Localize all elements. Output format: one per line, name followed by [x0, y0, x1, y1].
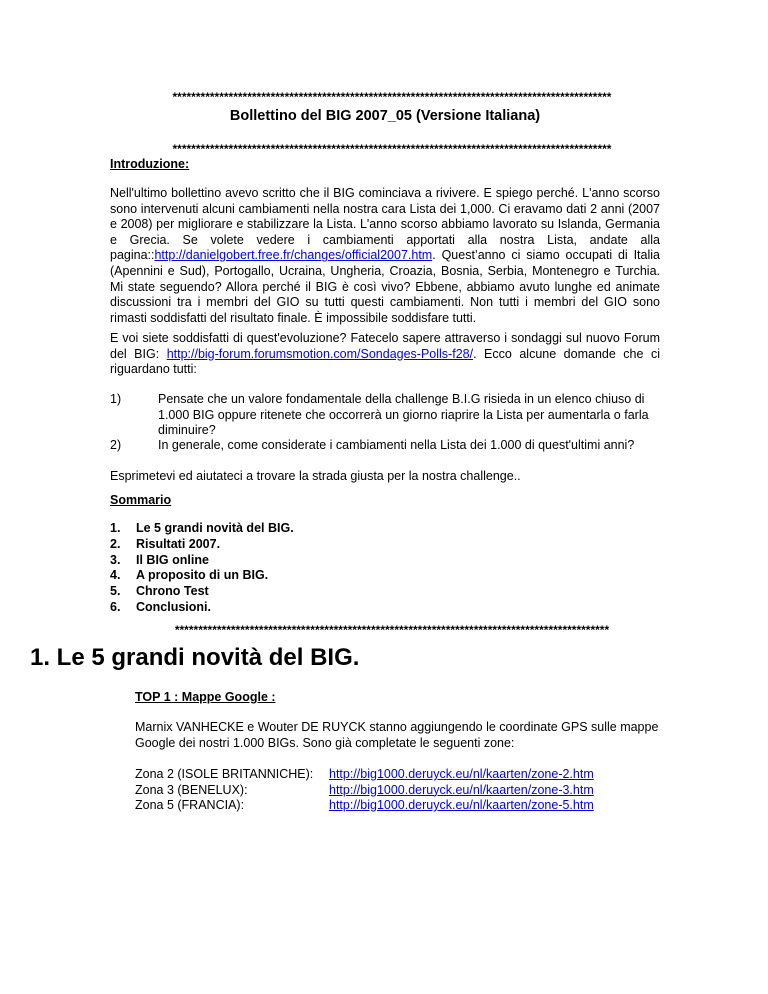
top1-heading: TOP 1 : Mappe Google : [135, 690, 276, 704]
summary-item [110, 521, 294, 537]
section-1-title: 1. Le 5 grandi novità del BIG. [30, 644, 360, 671]
zone-link[interactable]: http://big1000.deruyck.eu/nl/kaarten/zone-3.htm [329, 782, 594, 797]
intro-p1-text-before: Nell'ultimo bollettino avevo scritto che il BIG cominciava a rivivere. E spiego perché. L'anno scorso sono intervenuti alcuni cambiamenti nella nostra cara Lista dei 1,000. Ci eravamo dati 2 anni (2007 e 2008) per migliorare e stabilizzare la Lista. L'anno scorso abbiamo lavorato su Islanda, Germania e Grecia. Se volete vedere i cambiamenti apportati alla nostra Lista, andate alla pagina:: [110, 186, 660, 263]
top1-paragraph: Marnix VANHECKE e Wouter DE RUYCK stanno aggiungendo le coordinate GPS sulle mappe Google dei nostri 1.000 BIGs. Sono già completate le seguenti zone: [135, 720, 659, 750]
zones-list [135, 767, 594, 814]
question-text: In generale, come considerate i cambiamenti nella Lista dei 1.000 di quest'ultimi anni? [158, 438, 635, 452]
intro-closing: Esprimetevi ed aiutateci a trovare la strada giusta per la nostra challenge.. [110, 469, 521, 483]
summary-item [110, 600, 294, 616]
zone-row [135, 767, 594, 783]
summary-item-label: Il BIG online [136, 552, 209, 567]
zone-row [135, 783, 594, 799]
summary-item-number: 2. [110, 536, 121, 551]
intro-p1-text-after: . Quest’anno ci siamo occupati di Italia (Apennini e Sud), Portogallo, Ucraina, Ungheria, Croazia, Bosnia, Serbia, Montenegro e Turchia. Mi state seguendo? Allora perché il BIG è così vivo? Ebbene, abbiamo avuto lunghe ed animate discussioni tra i membri del GIO su tutti questi cambiamenti. Non tutti i membri del GIO sono rimasti soddisfatti del risultato finale. È impossibile soddisfare tutti. [110, 248, 660, 325]
summary-item-number: 1. [110, 521, 121, 535]
zone-label: Zona 5 (FRANCIA): [135, 798, 245, 813]
summary-item-number: 4. [110, 568, 121, 583]
summary-item [110, 568, 294, 584]
star-divider-top: ********************************************************************************************** [172, 90, 612, 104]
summary-item-label: Le 5 grandi novità del BIG. [136, 521, 294, 535]
zone-label: Zona 2 (ISOLE BRITANNICHE): [135, 767, 314, 781]
star-divider-bottom: ********************************************************************************************** [172, 142, 612, 156]
zone-link[interactable]: http://big1000.deruyck.eu/nl/kaarten/zone-2.htm [329, 767, 594, 781]
intro-heading: Introduzione: [110, 157, 190, 171]
summary-item-number: 6. [110, 599, 121, 614]
summary-item-label: Conclusioni. [136, 599, 211, 614]
question-text: Pensate che un valore fondamentale della challenge B.I.G risieda in un elenco chiuso di 1.000 BIG oppure ritenete che occorrerà un giorno riaprire la Lista per aumentarla o farla diminuire? [158, 392, 649, 438]
intro-p2-text-before: E voi siete soddisfatti di quest'evoluzione? Fatecelo sapere attraverso i sondaggi sul nuovo Forum del BIG: [110, 331, 660, 361]
summary-list [110, 521, 294, 616]
forum-link[interactable]: http://big-forum.forumsmotion.com/Sondages-Polls-f28/ [166, 346, 474, 361]
summary-item [110, 537, 294, 553]
summary-item-label: Risultati 2007. [136, 536, 221, 551]
bulletin-title: Bollettino del BIG 2007_05 (Versione Italiana) [229, 108, 541, 124]
zone-link[interactable]: http://big1000.deruyck.eu/nl/kaarten/zone-5.htm [329, 798, 594, 813]
summary-item-label: Chrono Test [136, 584, 209, 599]
summary-item [110, 553, 294, 569]
question-number: 2) [110, 438, 122, 452]
intro-paragraph-1 [110, 186, 660, 326]
intro-paragraph-2 [110, 331, 660, 378]
intro-p2-text-after: . Ecco alcune domande che ci riguardano tutti: [110, 346, 660, 377]
star-divider-summary: ********************************************************************************************* [174, 623, 610, 637]
summary-heading: Sommario [110, 493, 172, 507]
zone-row [135, 798, 594, 814]
changes-link[interactable]: http://danielgobert.free.fr/changes/official2007.htm [154, 248, 433, 263]
question-number: 1) [110, 392, 122, 406]
zone-label: Zona 3 (BENELUX): [135, 782, 248, 797]
summary-item-number: 5. [110, 584, 121, 599]
summary-item-label: A proposito di un BIG. [136, 568, 269, 583]
summary-item [110, 584, 294, 600]
summary-item-number: 3. [110, 552, 121, 567]
